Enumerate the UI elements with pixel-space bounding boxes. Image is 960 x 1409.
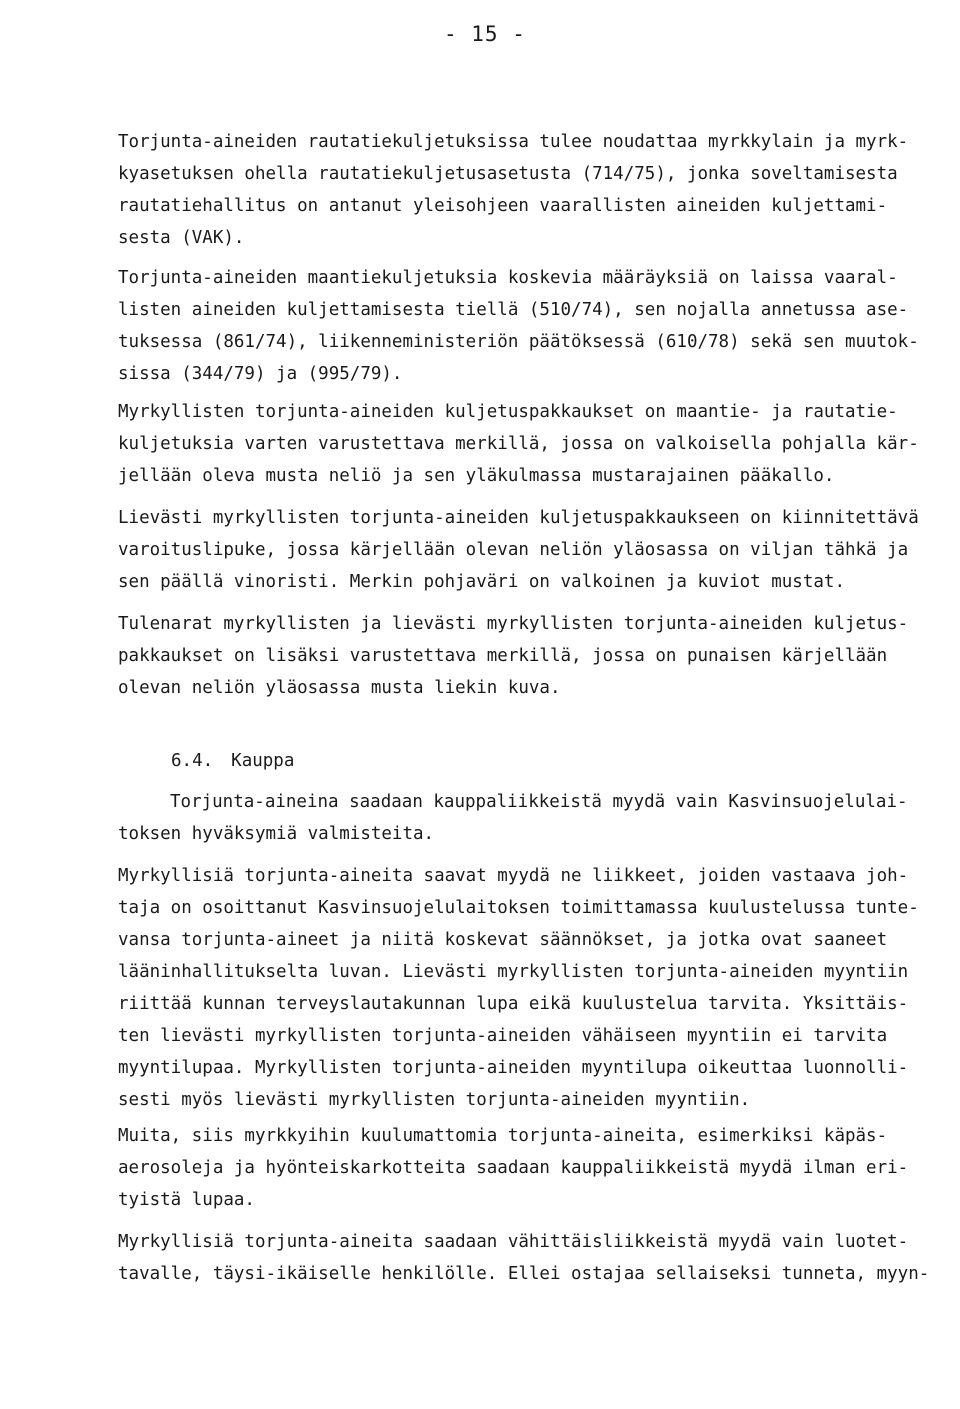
paragraph-road-transport — [118, 262, 919, 390]
text-line: Muita, siis myrkkyihin kuulumattomia torjunta-aineita, esimerkiksi käpäs- — [118, 1126, 888, 1146]
section-number: 6.4. — [171, 751, 214, 771]
text-line: vansa torjunta-aineet ja niitä koskevat säännökset, ja jotka ovat saaneet — [118, 930, 888, 950]
section-heading — [171, 751, 294, 771]
text-line: Myrkyllisten torjunta-aineiden kuljetuspakkaukset on maantie- ja rautatie- — [118, 402, 898, 422]
text-line: Myrkyllisiä torjunta-aineita saavat myydä ne liikkeet, joiden vastaava joh- — [118, 866, 909, 886]
paragraph-other-products — [118, 1120, 908, 1216]
text-line: Torjunta-aineiden maantiekuljetuksia koskevia määräyksiä on laissa vaaral- — [118, 268, 898, 288]
text-line: pakkaukset on lisäksi varustettava merkillä, jossa on punaisen kärjellään — [118, 646, 888, 666]
page-number: - 15 - — [444, 22, 526, 46]
text-line: Lievästi myrkyllisten torjunta-aineiden kuljetuspakkaukseen on kiinnitettävä — [118, 508, 919, 528]
text-line: Myrkyllisiä torjunta-aineita saadaan vähittäisliikkeistä myydä vain luotet- — [118, 1232, 909, 1252]
text-line: myyntilupaa. Myrkyllisten torjunta-aineiden myyntilupa oikeuttaa luonnolli- — [118, 1058, 909, 1078]
paragraph-retail-sales — [118, 1226, 929, 1290]
text-line: tuksessa (861/74), liikenneministeriön päätöksessä (610/78) sekä sen muutok- — [118, 332, 919, 352]
text-line: sesti myös lievästi myrkyllisten torjunta-aineiden myyntiin. — [118, 1090, 751, 1110]
text-line: Torjunta-aineina saadaan kauppaliikkeistä myydä vain Kasvinsuojelulai- — [170, 792, 908, 812]
text-line: sesta (VAK). — [118, 228, 245, 248]
text-line: Tulenarat myrkyllisten ja lievästi myrkyllisten torjunta-aineiden kuljetus- — [118, 614, 909, 634]
text-line: taja on osoittanut Kasvinsuojelulaitoksen toimittamassa kuulustelussa tunte- — [118, 898, 919, 918]
paragraph-approved-products — [118, 786, 908, 850]
paragraph-flammable-label — [118, 608, 908, 704]
text-line: toksen hyväksymiä valmisteita. — [118, 824, 435, 844]
text-line: varoituslipuke, jossa kärjellään olevan neliön yläosassa on viljan tähkä ja — [118, 540, 909, 560]
text-line: jellään oleva musta neliö ja sen yläkulmassa mustarajainen pääkallo. — [118, 466, 835, 486]
text-line: aerosoleja ja hyönteiskarkotteita saadaan kauppaliikkeistä myydä ilman eri- — [118, 1158, 909, 1178]
text-line: rautatiehallitus on antanut yleisohjeen vaarallisten aineiden kuljettami- — [118, 196, 888, 216]
text-line: sissa (344/79) ja (995/79). — [118, 364, 403, 384]
text-line: tyistä lupaa. — [118, 1190, 255, 1210]
text-line: lääninhallitukselta luvan. Lievästi myrkyllisten torjunta-aineiden myyntiin — [118, 962, 909, 982]
text-line: sen päällä vinoristi. Merkin pohjaväri on valkoinen ja kuviot mustat. — [118, 572, 845, 592]
section-title: Kauppa — [231, 751, 295, 771]
text-line: kyasetuksen ohella rautatiekuljetusasetusta (714/75), jonka soveltamisesta — [118, 164, 898, 184]
paragraph-toxic-packaging — [118, 396, 919, 492]
paragraph-rail-transport — [118, 126, 908, 254]
text-line: listen aineiden kuljettamisesta tiellä (510/74), sen nojalla annetussa ase- — [118, 300, 909, 320]
paragraph-mildly-toxic-label — [118, 502, 919, 598]
text-line: Torjunta-aineiden rautatiekuljetuksissa tulee noudattaa myrkkylain ja myrk- — [118, 132, 909, 152]
text-line: kuljetuksia varten varustettava merkillä, jossa on valkoisella pohjalla kär- — [118, 434, 919, 454]
text-line: olevan neliön yläosassa musta liekin kuva. — [118, 678, 561, 698]
text-line: ten lievästi myrkyllisten torjunta-aineiden vähäiseen myyntiin ei tarvita — [118, 1026, 888, 1046]
text-line: riittää kunnan terveyslautakunnan lupa eikä kuulustelua tarvita. Yksittäis- — [118, 994, 909, 1014]
text-line: tavalle, täysi-ikäiselle henkilölle. Ellei ostajaa sellaiseksi tunneta, myyn- — [118, 1264, 930, 1284]
paragraph-sales-permits — [118, 860, 919, 1116]
